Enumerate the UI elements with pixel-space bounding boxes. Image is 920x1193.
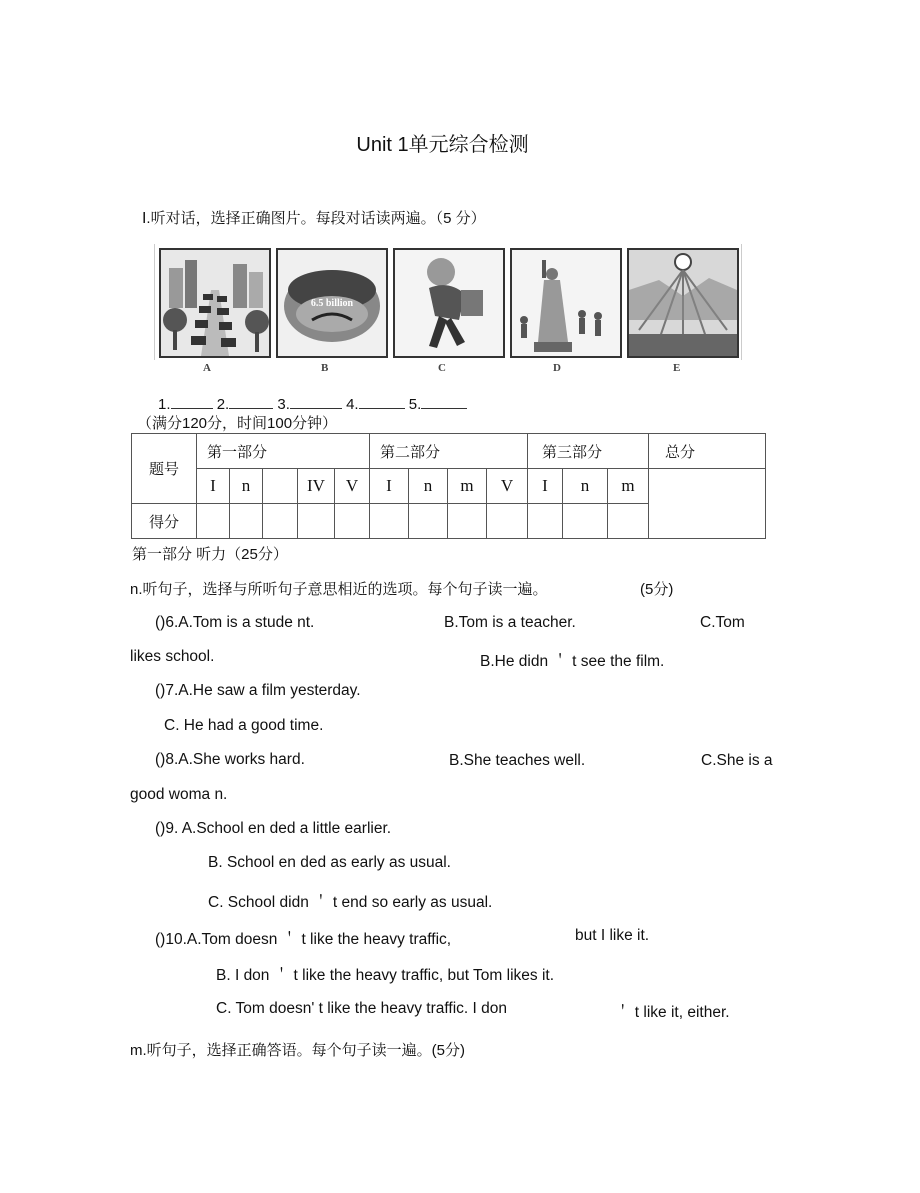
blank-label-2: 2. xyxy=(216,396,230,413)
q9-option-b: B. School en ded as early as usual. xyxy=(208,854,451,871)
answer-blank-5[interactable] xyxy=(421,394,467,409)
q10-option-c: C. Tom doesn' t like the heavy traffic. I don xyxy=(216,1000,508,1017)
q9-option-a: ()9. A.School en ded a little earlier. xyxy=(155,820,392,837)
score-table-part3: 第三部分 xyxy=(528,434,649,469)
traffic-jam-picture xyxy=(159,248,271,358)
q8-option-c: C.She is a xyxy=(701,752,773,769)
score-cell[interactable] xyxy=(263,504,298,539)
page-title: Unit 1单元综合检测 xyxy=(356,134,529,156)
answer-blank-4[interactable] xyxy=(359,394,405,409)
blank-label-5: 5. xyxy=(408,396,422,413)
score-cell[interactable] xyxy=(298,504,335,539)
blank-label-1: 1. xyxy=(158,396,171,413)
score-col-p3-3: m xyxy=(608,469,649,504)
score-cell[interactable] xyxy=(230,504,263,539)
score-table-header-number: 题号 xyxy=(132,434,197,504)
score-table-total: 总分 xyxy=(649,434,766,469)
score-col-p3-1: I xyxy=(528,469,563,504)
score-table-part1: 第一部分 xyxy=(197,434,370,469)
score-cell[interactable] xyxy=(448,504,487,539)
q6-option-c: C.Tom xyxy=(700,614,745,631)
blank-label-4: 4. xyxy=(346,396,359,413)
q8-option-a: ()8.A.She works hard. xyxy=(155,751,305,768)
score-cell[interactable] xyxy=(563,504,608,539)
score-table xyxy=(131,433,766,539)
score-table-part2: 第二部分 xyxy=(370,434,528,469)
score-table-header-score: 得分 xyxy=(132,504,197,539)
picture-label-c: C xyxy=(438,362,446,374)
sun-valley-picture xyxy=(627,248,739,358)
q6-option-b: B.Tom is a teacher. xyxy=(444,614,576,631)
answer-blank-2[interactable] xyxy=(229,394,273,409)
score-col-p2-3: m xyxy=(448,469,487,504)
picture-label-e: E xyxy=(673,362,681,374)
population-globe-picture xyxy=(276,248,388,358)
q10-option-c-cont: ＇ t like it, either. xyxy=(615,1004,730,1021)
score-cell[interactable] xyxy=(608,504,649,539)
q7-option-a: ()7.A.He saw a film yesterday. xyxy=(155,682,361,699)
section2-heading: n.听句子，选择与所听句子意思相近的选项。每个句子读一遍。 xyxy=(130,581,548,598)
exam-meta: （满分120分，时间100分钟） xyxy=(137,415,338,432)
part1-heading: 第一部分 听力（25分） xyxy=(132,546,288,563)
picture-label-d: D xyxy=(553,362,561,374)
q8-option-c-cont: good woma n. xyxy=(130,786,228,803)
score-col-p1-3 xyxy=(263,469,298,504)
score-cell[interactable] xyxy=(528,504,563,539)
q10-option-a: ()10.A.Tom doesn ＇ t like the heavy traffic, xyxy=(155,931,452,948)
q6-option-c-cont: likes school. xyxy=(130,648,215,665)
answer-blanks xyxy=(158,394,467,413)
section3-heading: m.听句子，选择正确答语。每个句子读一遍。(5分) xyxy=(130,1042,465,1059)
q10-option-b: B. I don ＇ t like the heavy traffic, but Tom likes it. xyxy=(216,967,554,984)
score-col-p2-4: V xyxy=(487,469,528,504)
section1-heading: Ⅰ.听对话，选择正确图片。每段对话读两遍。（5 分） xyxy=(142,210,486,227)
q7-option-b: B.He didn ＇ t see the film. xyxy=(480,653,665,670)
score-col-p3-2: n xyxy=(563,469,608,504)
picture-label-a: A xyxy=(203,362,211,374)
q8-option-b: B.She teaches well. xyxy=(449,752,586,769)
score-col-p2-1: I xyxy=(370,469,409,504)
score-cell[interactable] xyxy=(335,504,370,539)
score-col-p1-1: I xyxy=(197,469,230,504)
answer-blank-1[interactable] xyxy=(171,394,213,409)
section2-points: (5分) xyxy=(640,581,674,598)
answer-blank-3[interactable] xyxy=(290,394,342,409)
running-man-picture xyxy=(393,248,505,358)
blank-label-3: 3. xyxy=(277,396,290,413)
picture-strip xyxy=(154,244,742,360)
score-col-p1-5: V xyxy=(335,469,370,504)
picture-label-b: B xyxy=(321,362,329,374)
score-col-p1-4: IV xyxy=(298,469,335,504)
score-cell[interactable] xyxy=(409,504,448,539)
q9-option-c: C. School didn ＇ t end so early as usual. xyxy=(208,894,493,911)
score-cell[interactable] xyxy=(197,504,230,539)
score-cell[interactable] xyxy=(487,504,528,539)
q6-option-a: ()6.A.Tom is a stude nt. xyxy=(155,614,315,631)
q7-option-c: C. He had a good time. xyxy=(164,717,324,734)
q10-option-a-cont: but I like it. xyxy=(575,927,650,944)
score-col-p1-2: n xyxy=(230,469,263,504)
score-total-cell[interactable] xyxy=(649,469,766,539)
statue-of-liberty-picture xyxy=(510,248,622,358)
score-col-p2-2: n xyxy=(409,469,448,504)
globe-caption: 6.5 billion xyxy=(310,298,354,309)
score-cell[interactable] xyxy=(370,504,409,539)
